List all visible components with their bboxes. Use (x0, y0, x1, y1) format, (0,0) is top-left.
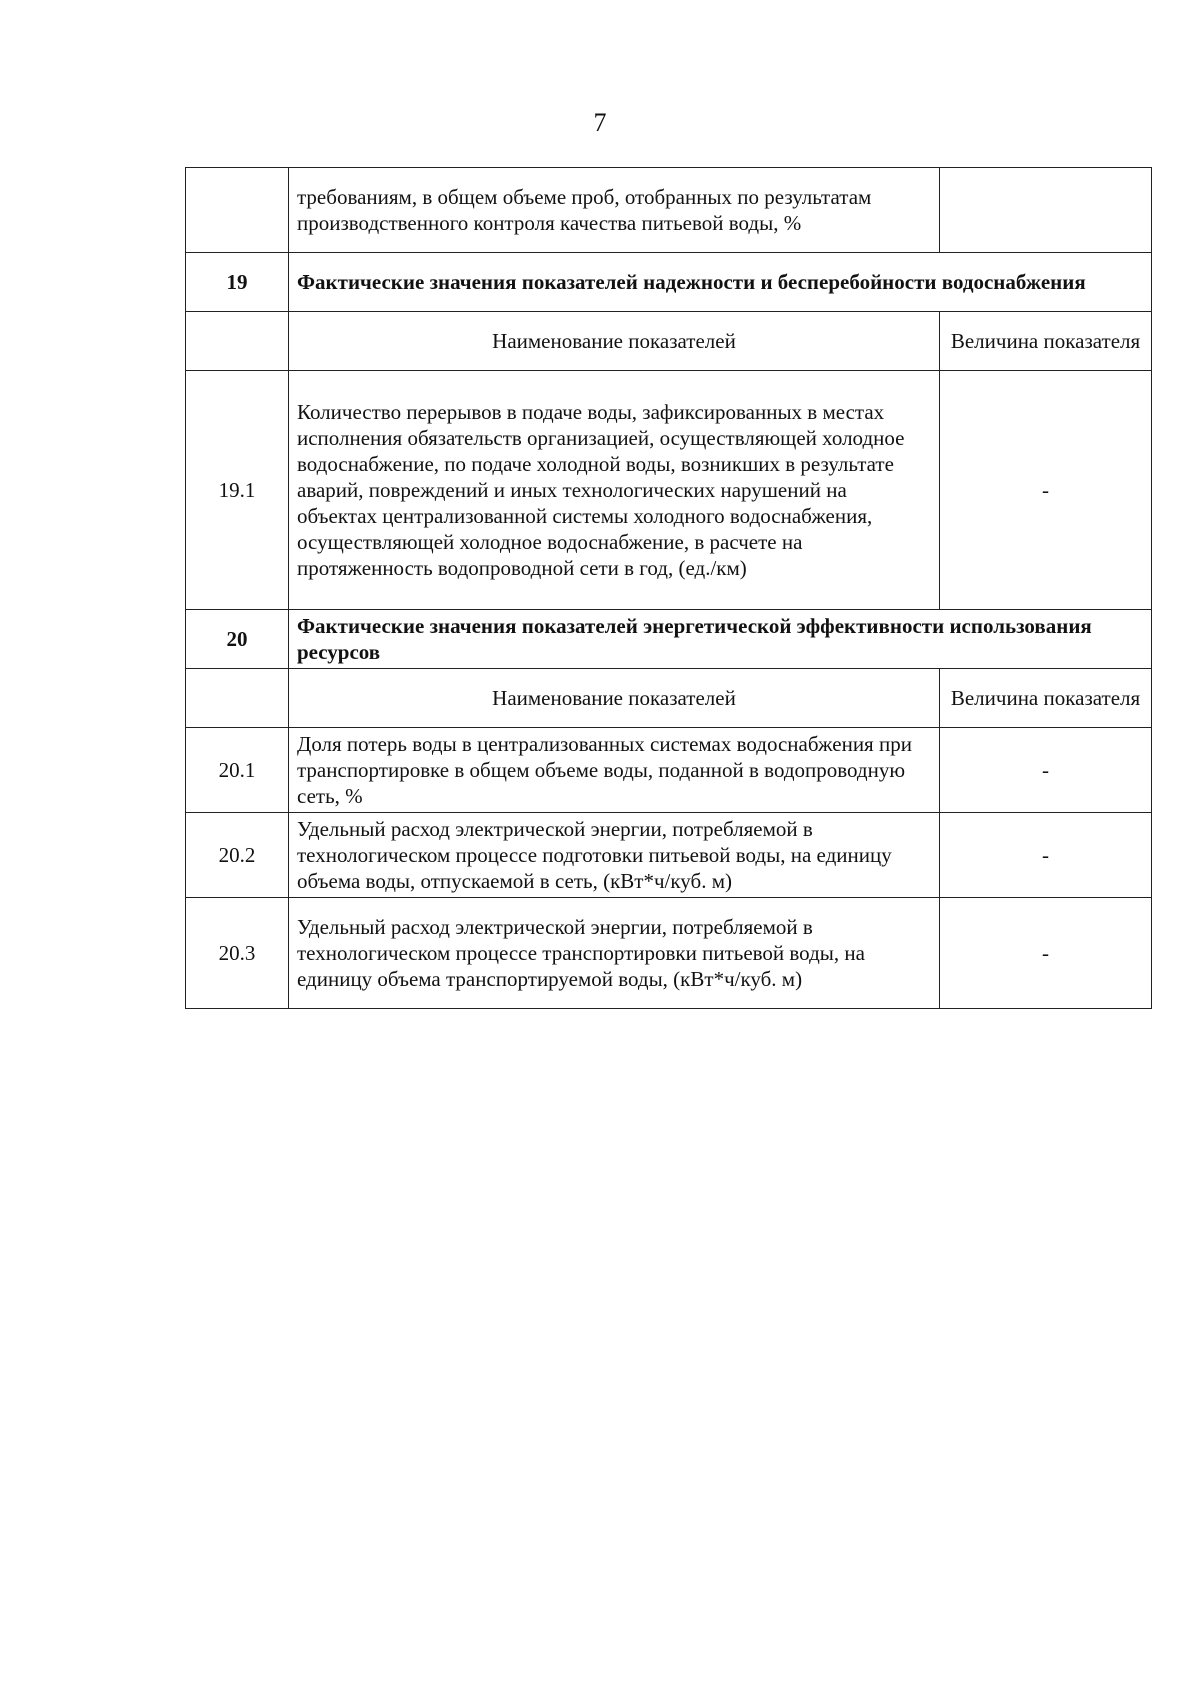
indicator-value-cell: - (940, 728, 1152, 813)
row-number-cell: 20.3 (186, 898, 289, 1009)
column-header-name: Наименование показателей (289, 312, 940, 371)
table-row-20-3 (186, 898, 1152, 1009)
indicator-name-cell: Удельный расход электрической энергии, потребляемой в технологическом процессе транспортировки питьевой воды, на единицу объема транспортируемой воды, (кВт*ч/куб. м) (289, 898, 940, 1009)
column-header-name: Наименование показателей (289, 669, 940, 728)
indicator-name-cell: Удельный расход электрической энергии, потребляемой в технологическом процессе подготовки питьевой воды, на единицу объема воды, отпускаемой в сеть, (кВт*ч/куб. м) (289, 813, 940, 898)
row-number-cell: 20.1 (186, 728, 289, 813)
section-title: Фактические значения показателей надежности и бесперебойности водоснабжения (289, 253, 1152, 312)
indicator-value-cell: - (940, 371, 1152, 610)
section-number: 20 (186, 610, 289, 669)
section-title: Фактические значения показателей энергетической эффективности использования ресурсов (289, 610, 1152, 669)
table-row-20-1 (186, 728, 1152, 813)
indicator-value-cell (940, 168, 1152, 253)
empty-header-cell (186, 312, 289, 371)
table-row-continuation (186, 168, 1152, 253)
indicator-value-cell: - (940, 813, 1152, 898)
column-header-row (186, 669, 1152, 728)
indicator-name-cell: требованиям, в общем объеме проб, отобранных по результатам производственного контроля качества питьевой воды, % (289, 168, 940, 253)
indicator-name-cell: Количество перерывов в подаче воды, зафиксированных в местах исполнения обязательств организацией, осуществляющей холодное водоснабжение, по подаче холодной воды, возникших в результате аварий, повреждений и иных технологических нарушений на объектах централизованной системы холодного водоснабжения, осуществляющей холодное водоснабжение, в расчете на протяженность водопроводной сети в год, (ед./км) (289, 371, 940, 610)
row-number-cell: 19.1 (186, 371, 289, 610)
empty-header-cell (186, 669, 289, 728)
row-number-cell (186, 168, 289, 253)
indicator-name-cell: Доля потерь воды в централизованных системах водоснабжения при транспортировке в общем объеме воды, поданной в водопроводную сеть, % (289, 728, 940, 813)
page-number: 7 (593, 108, 607, 137)
table-row-20-2 (186, 813, 1152, 898)
section-row-19 (186, 253, 1152, 312)
row-number-cell: 20.2 (186, 813, 289, 898)
column-header-row (186, 312, 1152, 371)
section-row-20 (186, 610, 1152, 669)
column-header-value: Величина показателя (940, 669, 1152, 728)
indicators-table (185, 167, 1152, 1009)
indicator-value-cell: - (940, 898, 1152, 1009)
column-header-value: Величина показателя (940, 312, 1152, 371)
section-number: 19 (186, 253, 289, 312)
table-row-19-1 (186, 371, 1152, 610)
